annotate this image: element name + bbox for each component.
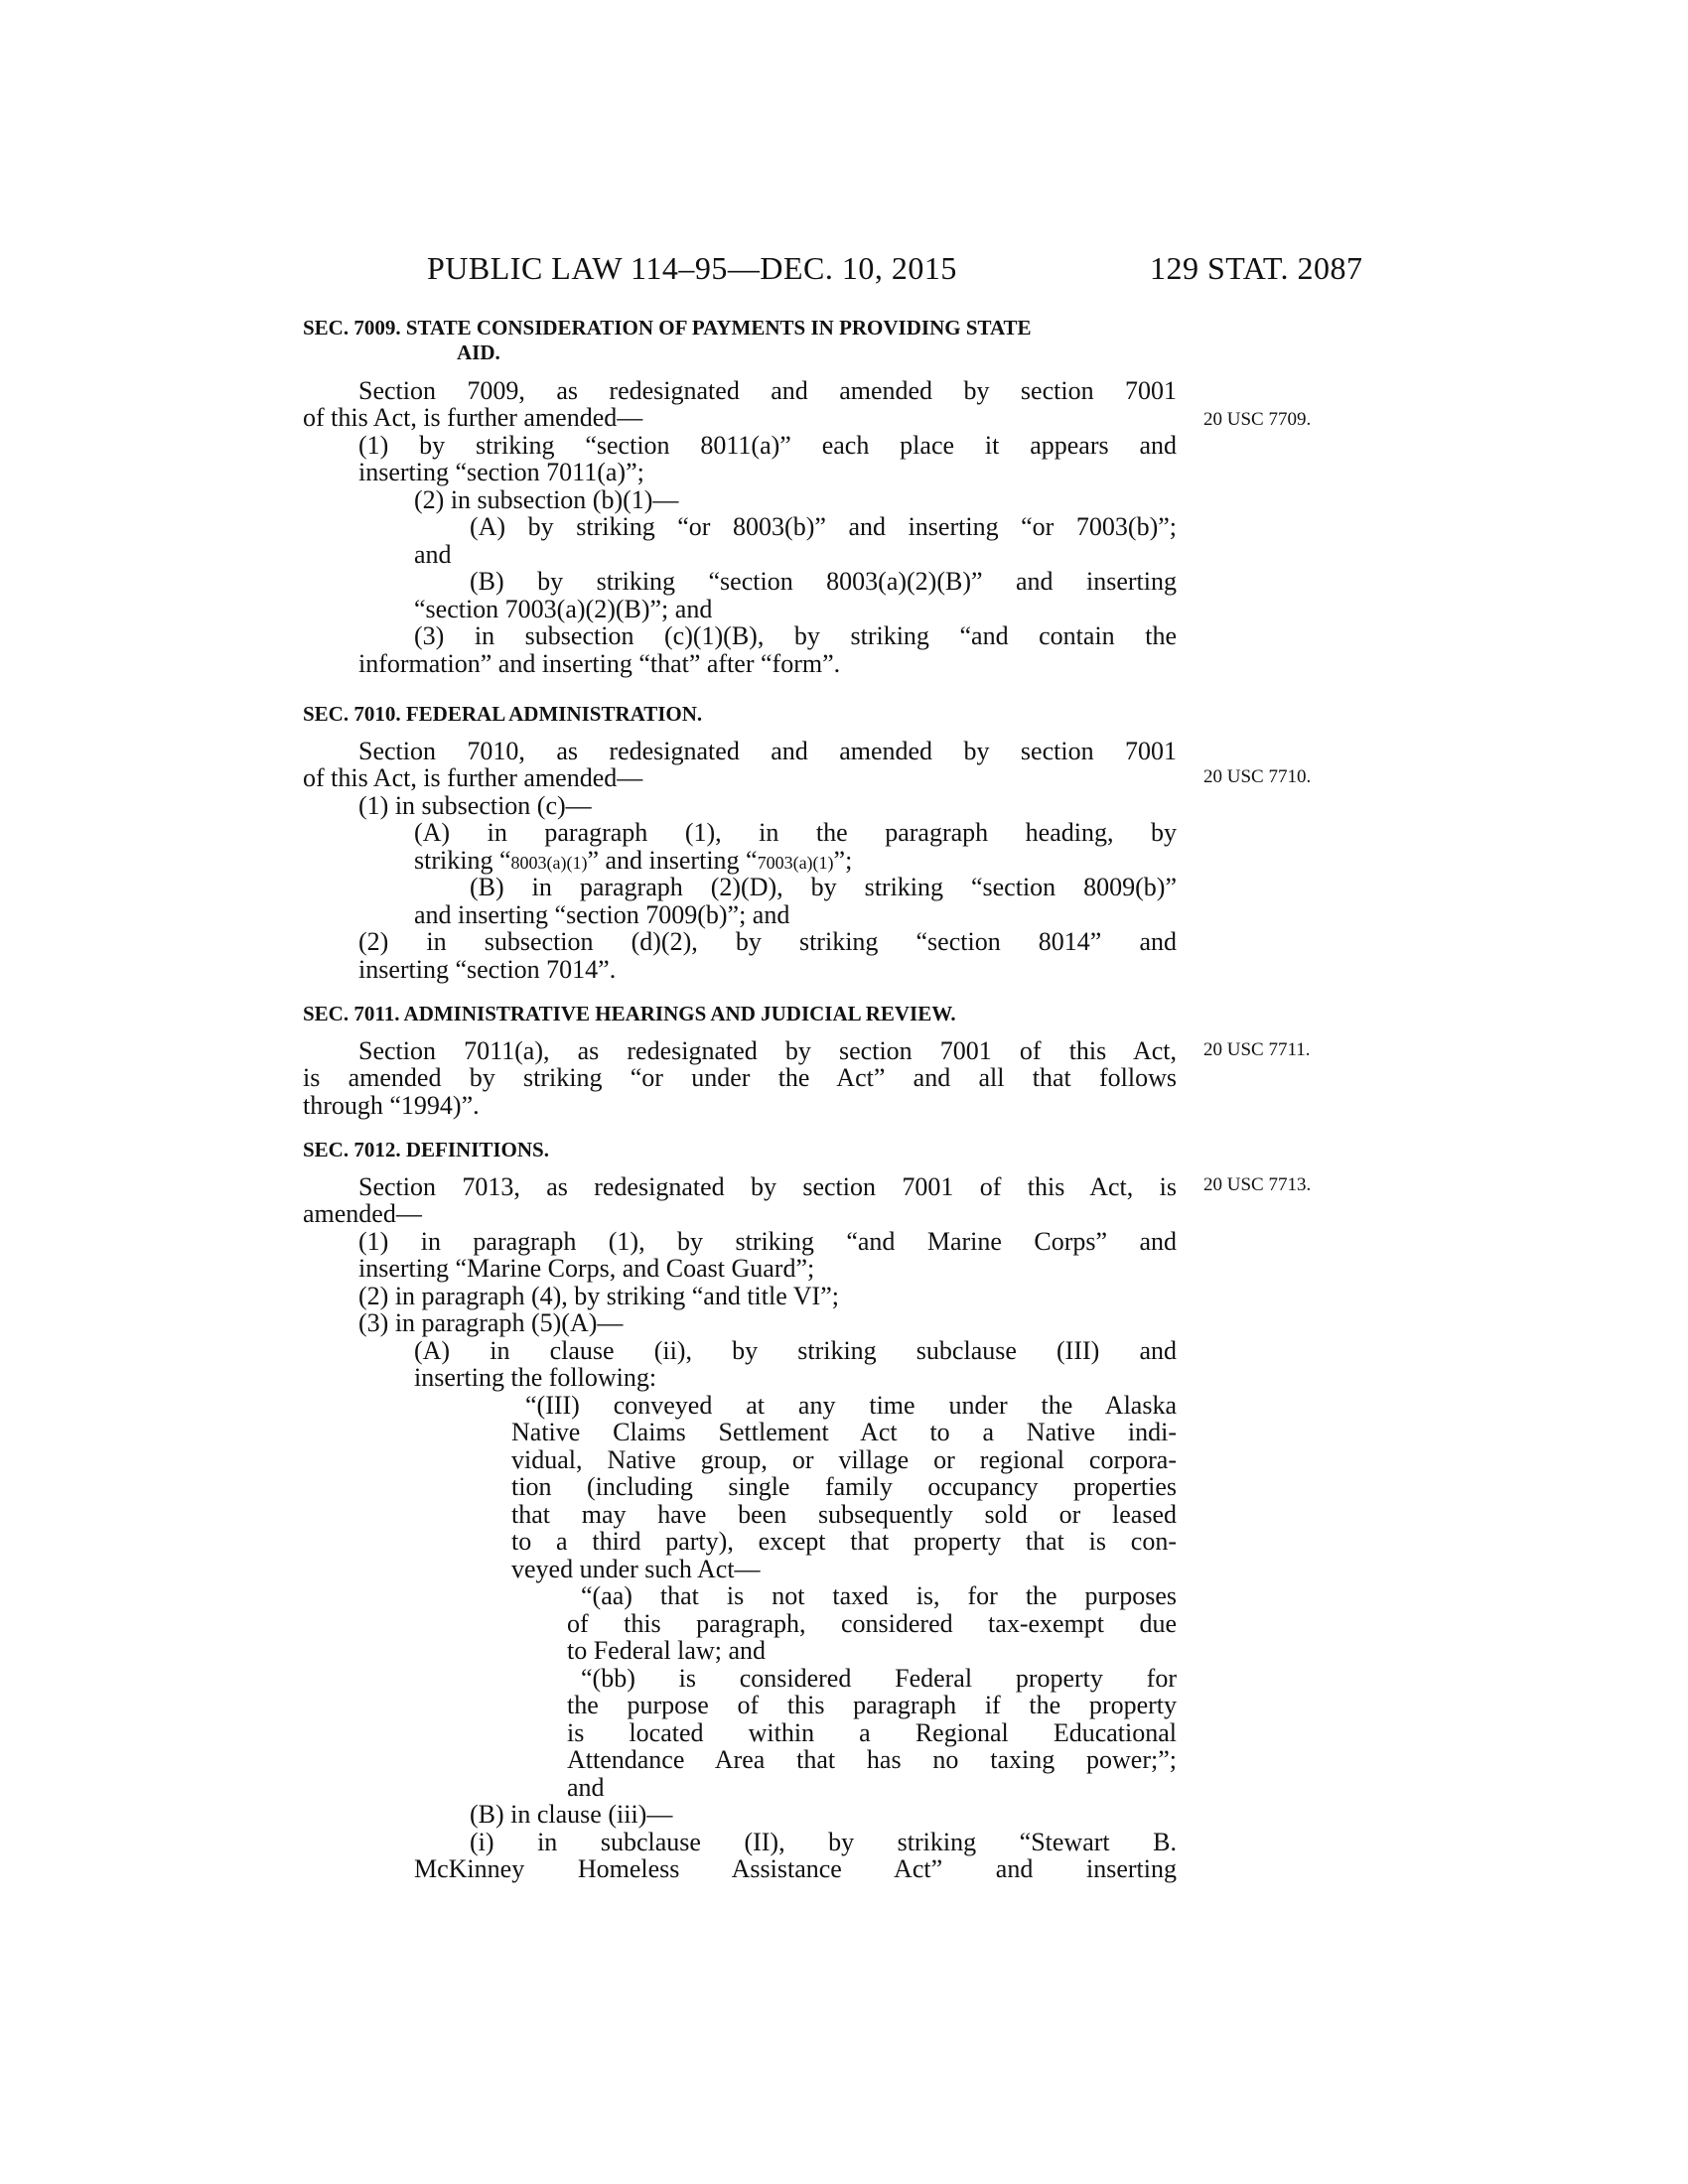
text-line: Section 7013, as redesignated by section 7001 of this Act, is [358,1172,1177,1201]
text-line: of this Act, is further amended— [303,403,643,432]
text-line: is located within a Regional Educational [567,1718,1177,1747]
section-heading-line: SEC. 7009. STATE CONSIDERATION OF PAYMENTS IN PROVIDING STATE [303,316,1032,340]
text-line: vidual, Native group, or village or regional corpora- [511,1445,1177,1474]
text-line: “section 7003(a)(2)(B)”; and [414,595,713,623]
section-heading: SEC. 7011. ADMINISTRATIVE HEARINGS AND JUDICIAL REVIEW. [303,1002,956,1025]
section-7010 [303,702,1177,1000]
text-line: (2) in subsection (b)(1)— [414,485,679,514]
text-line: (B) in paragraph (2)(D), by striking “section 8009(b)” [470,873,1177,901]
text-line: (2) in paragraph (4), by striking “and title VI”; [358,1282,839,1310]
margin-citation: 20 USC 7713. [1203,1174,1312,1195]
text-line: (2) in subsection (d)(2), by striking “section 8014” and [358,927,1177,956]
text-line: tion (including single family occupancy properties [511,1472,1177,1501]
section-7009 [303,316,1177,693]
text-line: (B) in clause (iii)— [470,1800,673,1829]
text-line: and inserting “section 7009(b)”; and [414,900,790,929]
running-header-page-ref: 129 STAT. 2087 [1150,250,1363,286]
text-line: through “1994)”. [303,1091,480,1120]
text-span: striking “ [414,846,511,875]
text-line: Attendance Area that has no taxing power;”; [567,1745,1177,1774]
text-line: (3) in paragraph (5)(A)— [358,1308,624,1337]
text-line: “(III) conveyed at any time under the Alaska [525,1391,1177,1420]
section-7011 [303,1002,1177,1131]
text-line: (i) in subclause (II), by striking “Stewart B. [470,1828,1177,1856]
small-caps-span: 7003(a)(1) [757,853,834,873]
text-line: (A) by striking “or 8003(b)” and inserting “or 7003(b)”; [470,512,1177,541]
section-7012 [303,1138,1177,1892]
text-line: Section 7011(a), as redesignated by section 7001 of this Act, [358,1036,1177,1065]
text-span: ” and inserting “ [587,846,758,875]
text-line: information” and inserting “that” after “form”. [358,649,841,678]
text-line: (A) in clause (ii), by striking subclause (III) and [414,1336,1177,1365]
text-line: (3) in subsection (c)(1)(B), by striking “and contain the [414,621,1177,650]
margin-citation: 20 USC 7710. [1203,766,1312,787]
text-line: inserting the following: [414,1363,657,1392]
small-caps-span: 8003(a)(1) [510,853,588,873]
text-line: of this Act, is further amended— [303,763,643,792]
text-line: (B) by striking “section 8003(a)(2)(B)” and inserting [470,567,1177,596]
text-line: Section 7010, as redesignated and amended by section 7001 [358,737,1177,765]
text-line: inserting “section 7011(a)”; [358,458,644,486]
text-line: “(bb) is considered Federal property for [581,1664,1177,1693]
text-line: and [567,1773,605,1802]
text-line: inserting “Marine Corps, and Coast Guard”; [358,1254,815,1283]
section-heading-line: AID. [457,341,500,364]
section-heading [303,316,1177,365]
text-span: ”; [833,846,853,875]
text-line: veyed under such Act— [511,1555,761,1583]
text-line: (1) in paragraph (1), by striking “and Marine Corps” and [358,1227,1177,1256]
text-line: that may have been subsequently sold or leased [511,1500,1177,1529]
text-line: McKinney Homeless Assistance Act” and inserting [414,1854,1177,1883]
text-line: the purpose of this paragraph if the property [567,1691,1177,1719]
section-heading: SEC. 7010. FEDERAL ADMINISTRATION. [303,702,703,726]
text-line: amended— [303,1199,422,1228]
text-line: (A) in paragraph (1), in the paragraph heading, by [414,818,1177,847]
margin-citation: 20 USC 7709. [1203,409,1312,430]
text-line: (1) by striking “section 8011(a)” each place it appears and [358,431,1177,460]
text-line: to Federal law; and [567,1636,766,1665]
margin-citation: 20 USC 7711. [1203,1039,1311,1060]
text-line: (1) in subsection (c)— [358,791,592,820]
text-line: and [414,540,452,569]
text-line: Native Claims Settlement Act to a Native indi- [511,1418,1177,1446]
text-line: is amended by striking “or under the Act” and all that follows [303,1063,1177,1092]
text-line: of this paragraph, considered tax-exempt due [567,1609,1177,1638]
text-line: Section 7009, as redesignated and amended by section 7001 [358,376,1177,405]
section-heading: SEC. 7012. DEFINITIONS. [303,1138,549,1161]
running-header-title: PUBLIC LAW 114–95—DEC. 10, 2015 [427,250,957,286]
text-line: to a third party), except that property that is con- [511,1527,1177,1556]
text-line: inserting “section 7014”. [358,955,617,984]
text-line: “(aa) that is not taxed is, for the purposes [581,1581,1177,1610]
